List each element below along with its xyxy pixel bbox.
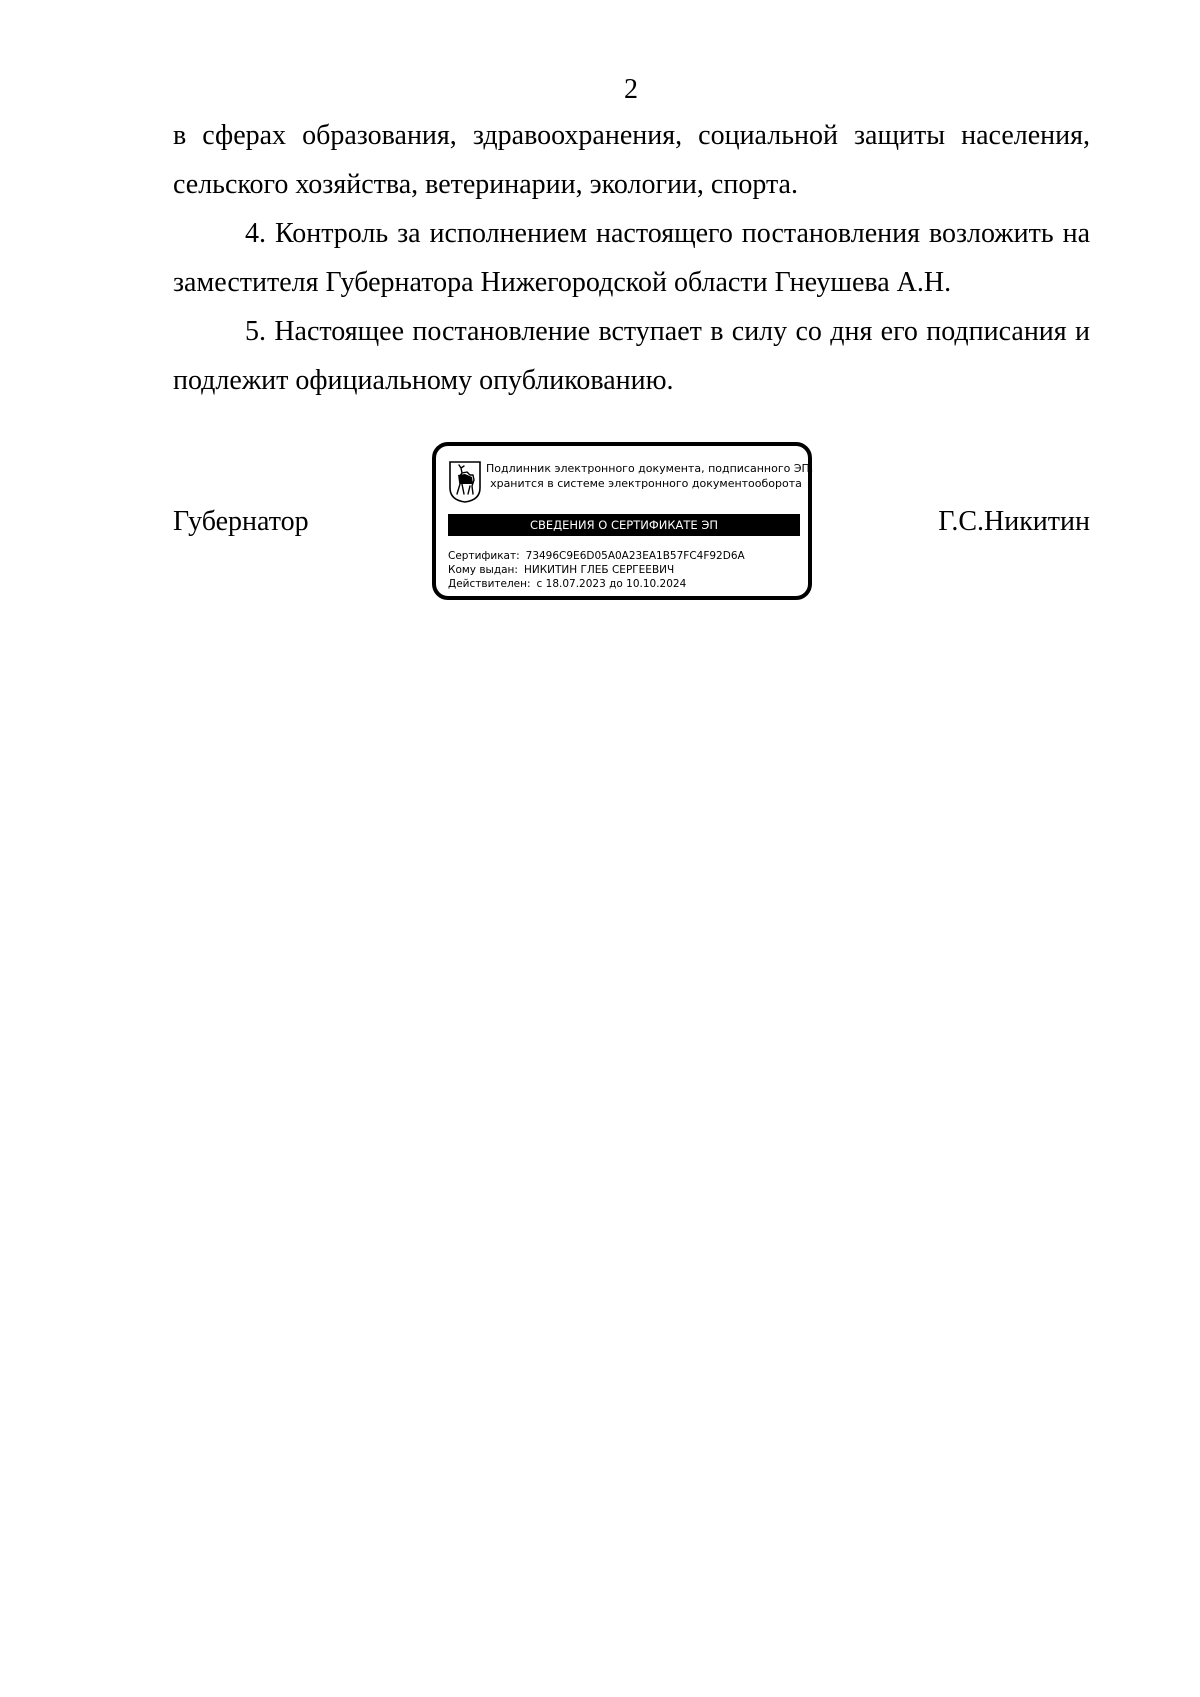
- paragraph-item-5: 5. Настоящее постановление вступает в силу со дня его подписания и подлежит официальному опубликованию.: [173, 316, 1090, 396]
- validity-row: [448, 577, 804, 591]
- stamp-certificate-bar: СВЕДЕНИЯ О СЕРТИФИКАТЕ ЭП: [448, 514, 800, 536]
- issued-to-value: НИКИТИН ГЛЕБ СЕРГЕЕВИЧ: [523, 564, 675, 576]
- validity-label: Действителен:: [448, 578, 531, 590]
- document-body: [173, 111, 1090, 405]
- paragraph-item-4: 4. Контроль за исполнением настоящего постановления возложить на заместителя Губернатора Нижегородской области Гнеушева А.Н.: [173, 218, 1090, 298]
- certificate-value: 73496C9E6D05A0A23EA1B57FC4F92D6A: [525, 550, 745, 562]
- paragraph-continuation: в сферах образования, здравоохранения, социальной защиты населения, сельского хозяйства, ветеринарии, экологии, спорта.: [173, 120, 1090, 200]
- validity-value: с 18.07.2023 до 10.10.2024: [536, 578, 687, 590]
- signatory-position: Губернатор: [173, 506, 309, 537]
- electronic-signature-stamp: [432, 442, 812, 600]
- certificate-row: [448, 549, 804, 563]
- signatory-name: Г.С.Никитин: [938, 506, 1090, 537]
- page-number: 2: [624, 74, 638, 105]
- certificate-label: Сертификат:: [448, 550, 520, 562]
- issued-to-label: Кому выдан:: [448, 564, 518, 576]
- stamp-heading-line-1: Подлинник электронного документа, подписанного ЭП,: [486, 462, 814, 475]
- issued-to-row: [448, 563, 804, 577]
- stamp-certificate-details: [448, 549, 804, 591]
- nizhny-novgorod-deer-emblem-icon: [448, 460, 482, 504]
- stamp-heading: [486, 461, 814, 491]
- stamp-heading-line-2: хранится в системе электронного документооборота: [490, 477, 802, 490]
